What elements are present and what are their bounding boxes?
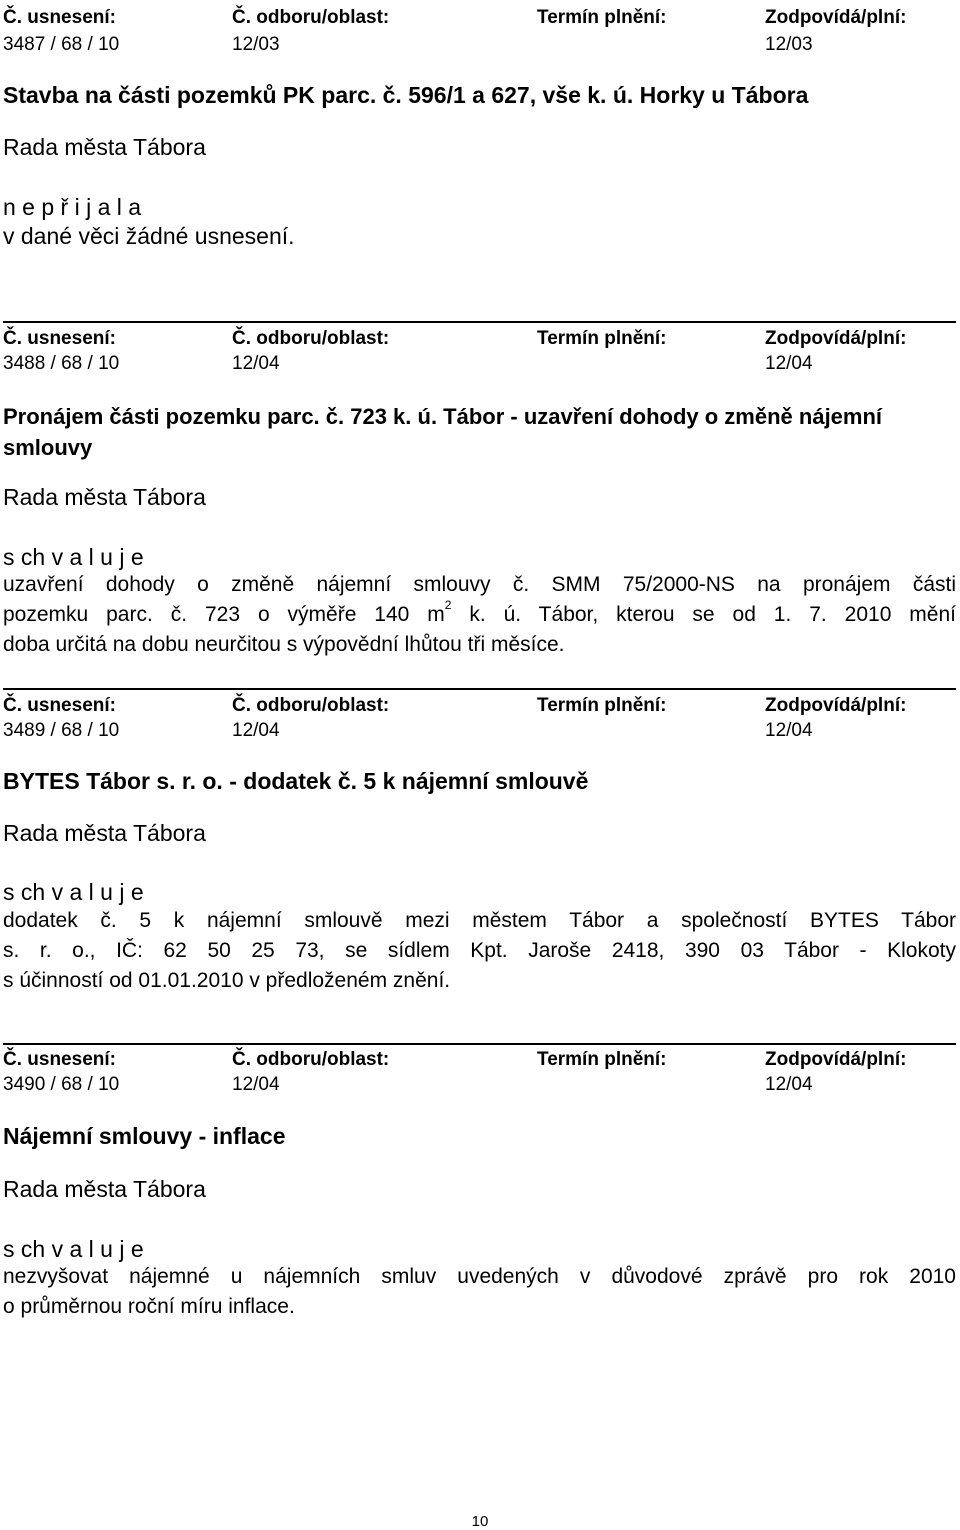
resolution-number-label: Č. usnesení: (3, 328, 116, 349)
section-divider (3, 1043, 956, 1045)
text-line: dodatek č. 5 k nájemní smlouvě mezi městem Tábor a společností BYTES Tábor (3, 909, 956, 932)
text-line (3, 600, 956, 630)
decision-verb: n e p ř i j a l a (3, 194, 142, 220)
resolution-text (3, 570, 956, 660)
resolution-title: Stavba na části pozemků PK parc. č. 596/1 a 627, vše k. ú. Horky u Tábora (3, 82, 809, 108)
decision-verb: s ch v a l u j e (3, 544, 144, 570)
council-name: Rada města Tábora (3, 1176, 206, 1202)
council-name: Rada města Tábora (3, 484, 206, 510)
responsible-label: Zodpovídá/plní: (765, 328, 907, 349)
decision-verb: s ch v a l u j e (3, 879, 144, 905)
text-line: doba určitá na dobu neurčitou s výpovědní lhůtou tři měsíce. (3, 633, 565, 656)
deadline-label: Termín plnění: (537, 1049, 667, 1070)
text-fragment: pozemku parc. č. 723 o výměře 140 m (3, 603, 445, 626)
text-line: o průměrnou roční míru inflace. (3, 1295, 295, 1318)
resolution-number: 3489 / 68 / 10 (3, 720, 120, 741)
resolution-text (3, 1262, 956, 1322)
council-name: Rada města Tábora (3, 134, 206, 160)
resolution-text (3, 906, 956, 996)
decision-verb: s ch v a l u j e (3, 1236, 144, 1262)
responsible-value: 12/04 (765, 353, 813, 374)
resolution-title: Nájemní smlouvy - inflace (3, 1123, 286, 1149)
resolution-number: 3487 / 68 / 10 (3, 34, 120, 55)
department-value: 12/04 (232, 720, 280, 741)
deadline-label: Termín plnění: (537, 7, 667, 28)
department-value: 12/04 (232, 1074, 280, 1095)
text-fragment: k. ú. Tábor, kterou se od 1. 7. 2010 mění (469, 603, 956, 626)
responsible-label: Zodpovídá/plní: (765, 1049, 907, 1070)
text-line: s účinností od 01.01.2010 v předloženém znění. (3, 969, 451, 992)
resolution-title: BYTES Tábor s. r. o. - dodatek č. 5 k nájemní smlouvě (3, 768, 589, 794)
deadline-label: Termín plnění: (537, 695, 667, 716)
section-divider (3, 688, 956, 690)
superscript: 2 (444, 598, 452, 612)
department-label: Č. odboru/oblast: (232, 695, 390, 716)
council-name: Rada města Tábora (3, 820, 206, 846)
page-number: 10 (471, 1513, 489, 1530)
responsible-value: 12/04 (765, 720, 813, 741)
resolution-number: 3488 / 68 / 10 (3, 353, 120, 374)
resolution-title: Pronájem části pozemku parc. č. 723 k. ú. Tábor - uzavření dohody o změně nájemní smlouvy (3, 404, 883, 460)
responsible-value: 12/03 (765, 34, 813, 55)
resolution-text: v dané věci žádné usnesení. (3, 223, 295, 249)
deadline-label: Termín plnění: (537, 328, 667, 349)
section-divider (3, 321, 956, 323)
department-label: Č. odboru/oblast: (232, 7, 390, 28)
department-value: 12/03 (232, 34, 280, 55)
text-line: s. r. o., IČ: 62 50 25 73, se sídlem Kpt. Jaroše 2418, 390 03 Tábor - Klokoty (3, 939, 956, 962)
department-value: 12/04 (232, 353, 280, 374)
resolution-number-label: Č. usnesení: (3, 695, 116, 716)
responsible-label: Zodpovídá/plní: (765, 7, 907, 28)
department-label: Č. odboru/oblast: (232, 328, 390, 349)
text-line: uzavření dohody o změně nájemní smlouvy č. SMM 75/2000-NS na pronájem části (3, 573, 956, 596)
text-line: nezvyšovat nájemné u nájemních smluv uvedených v důvodové zprávě pro rok 2010 (3, 1265, 956, 1288)
responsible-value: 12/04 (765, 1074, 813, 1095)
department-label: Č. odboru/oblast: (232, 1049, 390, 1070)
resolution-number-label: Č. usnesení: (3, 7, 116, 28)
resolution-number-label: Č. usnesení: (3, 1049, 116, 1070)
responsible-label: Zodpovídá/plní: (765, 695, 907, 716)
resolution-number: 3490 / 68 / 10 (3, 1074, 120, 1095)
